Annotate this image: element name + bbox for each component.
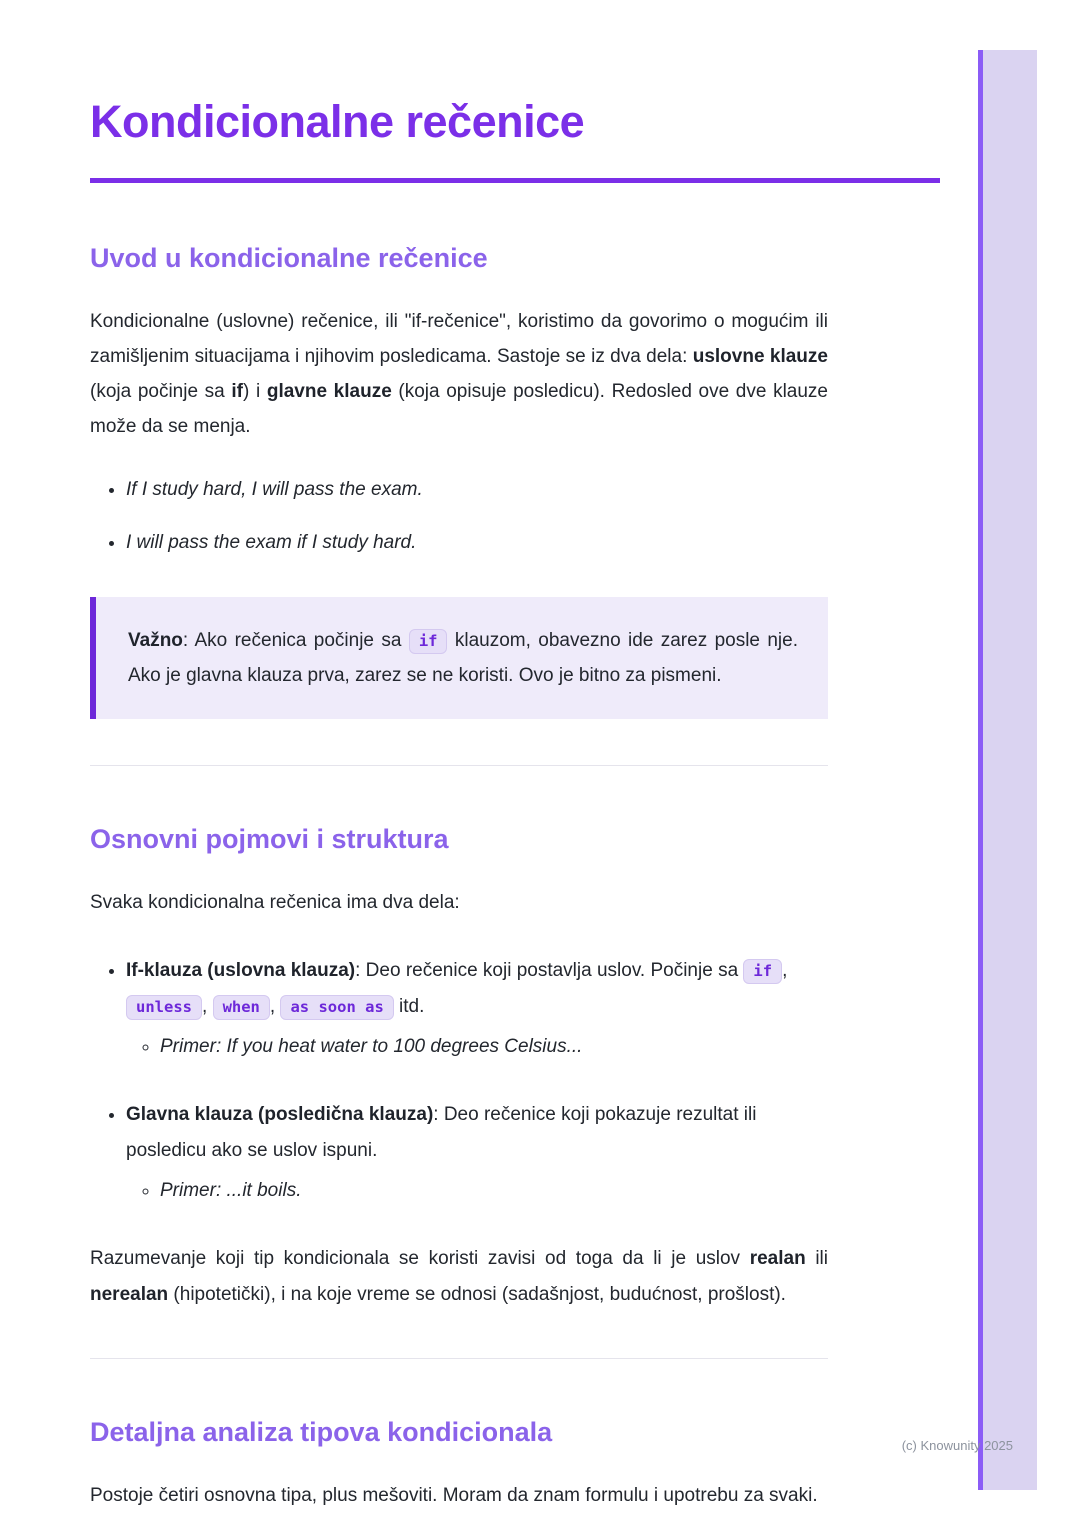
- list-item-main-clause: [126, 1097, 828, 1207]
- sub-list: [126, 1175, 828, 1207]
- side-rail: [978, 50, 1037, 1490]
- text-segment: : Deo rečenice koji pokazuje rezultat ili posledicu ako se uslov ispuni.: [126, 1104, 757, 1162]
- text-segment: ) i: [243, 381, 267, 403]
- text-segment: ,: [782, 959, 788, 981]
- text-segment: ili: [805, 1248, 828, 1270]
- example-list: [90, 474, 828, 559]
- text-segment: : Deo rečenice koji postavlja uslov. Počinje sa: [355, 959, 744, 981]
- structure-list: [90, 953, 828, 1208]
- structure-paragraph: [90, 1241, 828, 1311]
- callout-text: [128, 623, 798, 693]
- list-item-example: • If I study hard, I will pass the exam.: [126, 474, 828, 506]
- text-segment: klauzom, obavezno ide zarez posle nje. Ako je glavna klauza prva, zarez se ne koristi. Ovo je bitno za pismeni.: [128, 630, 798, 687]
- inline-code-if: if: [743, 959, 782, 984]
- intro-paragraph: [90, 304, 828, 445]
- list-item-primer: ◦ Primer: ...it boils.: [160, 1175, 828, 1207]
- inline-code-as-soon-as: as soon as: [280, 995, 393, 1020]
- text-segment: (hipotetički), i na koje vreme se odnosi (sadašnjost, budućnost, prošlost).: [168, 1283, 786, 1305]
- bold-text: nerealan: [90, 1283, 169, 1305]
- detail-paragraph: Postoje četiri osnovna tipa, plus mešoviti. Moram da znam formulu i upotrebu za svaki.: [90, 1484, 818, 1506]
- bold-text: if: [231, 381, 243, 403]
- section-heading-structure: Osnovni pojmovi i struktura: [90, 824, 449, 855]
- bold-text: uslovne klauze: [692, 345, 828, 367]
- title-rule: [90, 178, 940, 183]
- text-segment: (koja počinje sa: [90, 381, 232, 403]
- section-divider: [90, 765, 828, 766]
- bold-text: If-klauza (uslovna klauza): [126, 959, 356, 981]
- bold-text: glavne klauze: [266, 381, 392, 403]
- list-item-example: • I will pass the exam if I study hard.: [126, 527, 828, 559]
- text-segment: Razumevanje koji tip kondicionala se koristi zavisi od toga da li je uslov: [90, 1248, 750, 1270]
- callout-important: [90, 597, 828, 719]
- copyright: (c) Knowunity 2025: [901, 1438, 1013, 1453]
- text-segment: : Ako rečenica počinje sa: [182, 630, 409, 651]
- callout-label: Važno: [128, 630, 183, 651]
- text-segment: Kondicionalne (uslovne) rečenice, ili "if-rečenice", koristimo da govorimo o mogućim ili zamišljenim situacijama i njihovim posledicama. Sastoje se iz dva dela:: [90, 310, 828, 367]
- bold-text: realan: [749, 1248, 806, 1270]
- inline-code-if: if: [409, 629, 448, 654]
- section-heading-intro: Uvod u kondicionalne rečenice: [90, 242, 488, 273]
- text-segment: ,: [202, 995, 213, 1017]
- inline-code-when: when: [213, 995, 270, 1020]
- text-segment: ,: [269, 995, 281, 1017]
- section-divider: [90, 1358, 828, 1359]
- structure-lead: Svaka kondicionalna rečenica ima dva dela:: [90, 892, 460, 914]
- list-item-if-clause: [126, 953, 828, 1063]
- list-item-primer: ◦ Primer: If you heat water to 100 degrees Celsius...: [160, 1031, 828, 1063]
- section-heading-detail: Detaljna analiza tipova kondicionala: [90, 1416, 553, 1447]
- document-content: [90, 0, 828, 1513]
- inline-code-unless: unless: [126, 995, 202, 1020]
- sub-list: [126, 1031, 828, 1063]
- side-rail-edge: [978, 50, 983, 1490]
- bold-text: Glavna klauza (posledična klauza): [126, 1104, 434, 1125]
- page-title: Kondicionalne rečenice: [90, 96, 585, 147]
- text-segment: itd.: [393, 995, 425, 1017]
- text-segment: (koja opisuje posledicu). Redosled ove dve klauze može da se menja.: [90, 381, 828, 438]
